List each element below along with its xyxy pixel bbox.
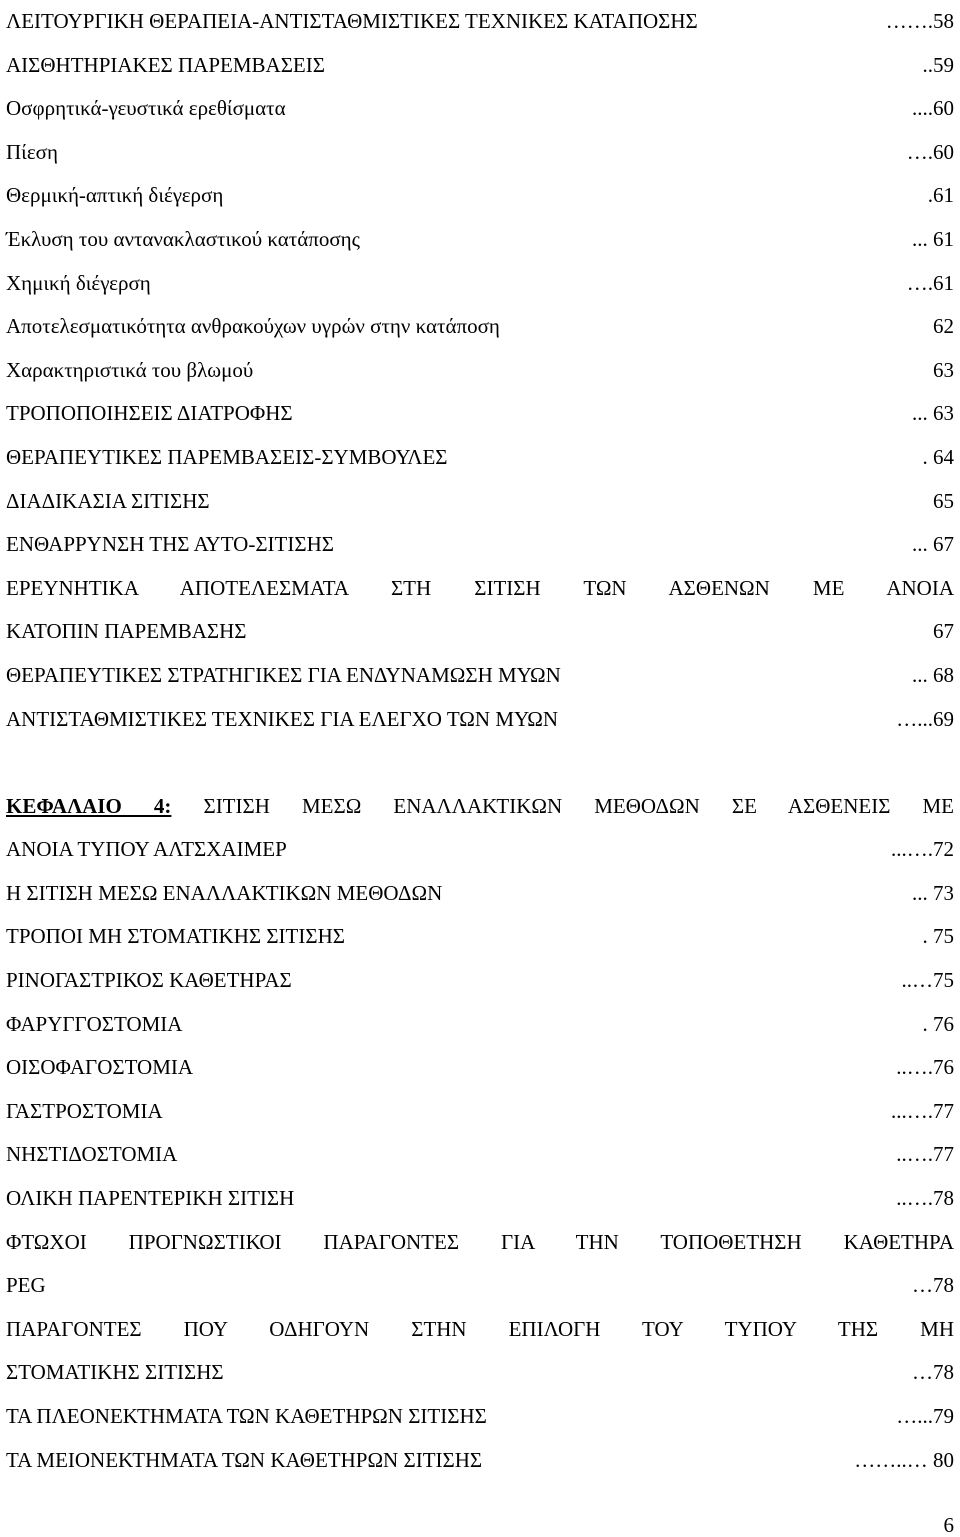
toc-entry-page: ….60: [906, 139, 954, 164]
toc-entry-line[interactable]: [6, 1308, 954, 1352]
toc-entry-title: ΟΙΣΟΦΑΓΟΣΤΟΜΙΑ: [6, 1055, 194, 1080]
toc-entry[interactable]: [6, 1177, 954, 1221]
toc-entry[interactable]: [6, 436, 954, 480]
toc-entry-page: ... 73: [912, 880, 954, 905]
page-number: 6: [943, 1513, 954, 1537]
toc-entry-page: …78: [912, 1360, 954, 1385]
toc-entry-page: 62: [933, 314, 954, 339]
toc-entry[interactable]: [6, 1003, 954, 1047]
toc-entry[interactable]: [6, 174, 954, 218]
table-of-contents: [6, 0, 954, 1482]
toc-entry-title: ΤΑ ΠΛΕΟΝΕΚΤΗΜΑΤΑ ΤΩΝ ΚΑΘΕΤΗΡΩΝ ΣΙΤΙΣΗΣ: [6, 1404, 487, 1428]
toc-entry-title: ΤΑ ΜΕΙΟΝΕΚΤΗΜΑΤΑ ΤΩΝ ΚΑΘΕΤΗΡΩΝ ΣΙΤΙΣΗΣ: [6, 1447, 483, 1472]
toc-entry[interactable]: [6, 654, 954, 698]
toc-entry-page: ... 67: [912, 532, 954, 557]
toc-entry[interactable]: [6, 1439, 954, 1483]
toc-entry[interactable]: [6, 480, 954, 524]
toc-entry-title: ΑΝΟΙΑ ΤΥΠΟΥ ΑΛΤΣΧΑΙΜΕΡ: [6, 837, 287, 862]
toc-entry-title: Πίεση: [6, 139, 58, 164]
toc-entry[interactable]: [6, 610, 954, 654]
toc-entry-title: ΘΕΡΑΠΕΥΤΙΚΕΣ ΠΑΡΕΜΒΑΣΕΙΣ-ΣΥΜΒΟΥΛΕΣ: [6, 444, 448, 469]
toc-entry-title: ΠΑΡΑΓΟΝΤΕΣ ΠΟΥ ΟΔΗΓΟΥΝ ΣΤΗΝ ΕΠΙΛΟΓΗ ΤΟΥ ΤΥΠΟΥ ΤΗΣ ΜΗ: [6, 1316, 954, 1341]
toc-entry[interactable]: [6, 262, 954, 306]
toc-entry-page: ……..… 80: [854, 1447, 954, 1472]
toc-entry-page: ....60: [912, 96, 954, 121]
toc-entry-title: ΝΗΣΤΙΔΟΣΤΟΜΙΑ: [6, 1142, 178, 1167]
toc-entry[interactable]: [6, 305, 954, 349]
section-spacer: [6, 741, 954, 785]
toc-entry-title: ΦΤΩΧΟΙ ΠΡΟΓΝΩΣΤΙΚΟΙ ΠΑΡΑΓΟΝΤΕΣ ΓΙΑ ΤΗΝ ΤΟΠΟΘΕΤΗΣΗ ΚΑΘΕΤΗΡΑ: [6, 1229, 954, 1254]
toc-entry-page: . 64: [922, 444, 954, 469]
toc-entry[interactable]: [6, 1046, 954, 1090]
toc-entry-title: ΓΑΣΤΡΟΣΤΟΜΙΑ: [6, 1098, 163, 1123]
toc-entry[interactable]: [6, 698, 954, 742]
toc-entry-page: ...….77: [891, 1098, 954, 1123]
toc-entry-title: Χαρακτηριστικά του βλωμού: [6, 357, 254, 382]
toc-entry-page: ….61: [906, 270, 954, 295]
toc-entry[interactable]: [6, 959, 954, 1003]
toc-entry-page: ... 68: [912, 662, 954, 687]
toc-entry-page: ... 61: [912, 226, 954, 251]
toc-entry-title: ΤΡΟΠΟΙ ΜΗ ΣΤΟΜΑΤΙΚΗΣ ΣΙΤΙΣΗΣ: [6, 924, 345, 949]
toc-entry-title: Η ΣΙΤΙΣΗ ΜΕΣΩ ΕΝΑΛΛΑΚΤΙΚΩΝ ΜΕΘΟΔΩΝ: [6, 880, 443, 905]
toc-entry-page: 67: [933, 619, 954, 644]
toc-entry-title: ΚΑΤΟΠΙΝ ΠΑΡΕΜΒΑΣΗΣ: [6, 619, 247, 644]
toc-entry[interactable]: [6, 915, 954, 959]
toc-entry-page: . 75: [922, 924, 954, 949]
toc-entry-page: .61: [927, 183, 954, 208]
toc-entry-page: 65: [933, 488, 954, 513]
toc-entry-page: ..….77: [896, 1142, 954, 1167]
toc-entry[interactable]: [6, 828, 954, 872]
toc-entry-page: . 76: [922, 1011, 954, 1036]
toc-entry-page: …...69: [896, 706, 954, 731]
toc-entry-page: …78: [912, 1273, 954, 1298]
chapter-label: ΚΕΦΑΛΑΙΟ 4:: [6, 793, 172, 818]
toc-entry-title: ΡΙΝΟΓΑΣΤΡΙΚΟΣ ΚΑΘΕΤΗΡΑΣ: [6, 968, 292, 993]
toc-entry[interactable]: [6, 349, 954, 393]
toc-entry-title: ΕΝΘΑΡΡΥΝΣΗ ΤΗΣ ΑΥΤΟ-ΣΙΤΙΣΗΣ: [6, 532, 334, 557]
toc-entry-page: ..….76: [896, 1055, 954, 1080]
toc-entry[interactable]: [6, 1133, 954, 1177]
toc-entry-title: Έκλυση του αντανακλαστικού κατάποσης: [6, 226, 360, 251]
toc-entry-line[interactable]: [6, 1221, 954, 1265]
toc-entry[interactable]: [6, 44, 954, 88]
toc-entry-page: ..….78: [896, 1186, 954, 1211]
toc-entry-title: ΟΛΙΚΗ ΠΑΡΕΝΤΕΡΙΚΗ ΣΙΤΙΣΗ: [6, 1186, 295, 1211]
toc-entry-page: ..59: [922, 52, 954, 77]
toc-entry-title: ΘΕΡΑΠΕΥΤΙΚΕΣ ΣΤΡΑΤΗΓΙΚΕΣ ΓΙΑ ΕΝΔΥΝΑΜΩΣΗ ΜΥΩΝ: [6, 662, 561, 687]
toc-entry[interactable]: [6, 1351, 954, 1395]
toc-entry-title: Οσφρητικά-γευστικά ερεθίσματα: [6, 96, 286, 121]
toc-entry[interactable]: [6, 1264, 954, 1308]
toc-entry-title: ΦΑΡΥΓΓΟΣΤΟΜΙΑ: [6, 1011, 183, 1036]
toc-entry-title: ΔΙΑΔΙΚΑΣΙΑ ΣΙΤΙΣΗΣ: [6, 488, 210, 513]
toc-entry-line[interactable]: [6, 567, 954, 611]
toc-entry-title: ΣΤΟΜΑΤΙΚΗΣ ΣΙΤΙΣΗΣ: [6, 1360, 224, 1385]
chapter-heading[interactable]: [6, 785, 954, 829]
toc-entry[interactable]: [6, 131, 954, 175]
toc-entry-title: ΑΝΤΙΣΤΑΘΜΙΣΤΙΚΕΣ ΤΕΧΝΙΚΕΣ ΓΙΑ ΕΛΕΓΧΟ ΤΩΝ ΜΥΩΝ: [6, 706, 559, 731]
toc-entry[interactable]: [6, 1090, 954, 1134]
toc-entry-page: …….58: [885, 9, 954, 33]
toc-entry-page: ... 63: [912, 401, 954, 426]
toc-entry[interactable]: [6, 218, 954, 262]
toc-entry[interactable]: [6, 872, 954, 916]
toc-entry-title: PEG: [6, 1273, 46, 1298]
toc-entry-title: ΕΡΕΥΝΗΤΙΚΑ ΑΠΟΤΕΛΕΣΜΑΤΑ ΣΤΗ ΣΙΤΙΣΗ ΤΩΝ ΑΣΘΕΝΩΝ ΜΕ ΑΝΟΙΑ: [6, 575, 954, 600]
toc-entry-title: ΤΡΟΠΟΠΟΙΗΣΕΙΣ ΔΙΑΤΡΟΦΗΣ: [6, 401, 293, 426]
toc-entry[interactable]: [6, 87, 954, 131]
chapter-title: ΣΙΤΙΣΗ ΜΕΣΩ ΕΝΑΛΛΑΚΤΙΚΩΝ ΜΕΘΟΔΩΝ ΣΕ ΑΣΘΕΝΕΙΣ ΜΕ: [203, 793, 955, 818]
toc-entry-title: ΛΕΙΤΟΥΡΓΙΚΗ ΘΕΡΑΠΕΙΑ-ΑΝΤΙΣΤΑΘΜΙΣΤΙΚΕΣ ΤΕΧΝΙΚΕΣ ΚΑΤΑΠΟΣΗΣ: [6, 9, 698, 33]
toc-entry[interactable]: [6, 392, 954, 436]
toc-entry[interactable]: [6, 523, 954, 567]
toc-entry-title: Χημική διέγερση: [6, 270, 151, 295]
toc-entry-page: 63: [933, 357, 954, 382]
toc-entry-page: …...79: [896, 1404, 954, 1428]
toc-entry[interactable]: [6, 0, 954, 44]
toc-entry-title: ΑΙΣΘΗΤΗΡΙΑΚΕΣ ΠΑΡΕΜΒΑΣΕΙΣ: [6, 52, 325, 77]
toc-entry-page: ..…75: [901, 968, 954, 993]
toc-entry-page: ...….72: [891, 837, 954, 862]
toc-entry-title: Θερμική-απτική διέγερση: [6, 183, 224, 208]
toc-entry-title: Αποτελεσματικότητα ανθρακούχων υγρών στην κατάποση: [6, 314, 500, 339]
toc-entry[interactable]: [6, 1395, 954, 1439]
